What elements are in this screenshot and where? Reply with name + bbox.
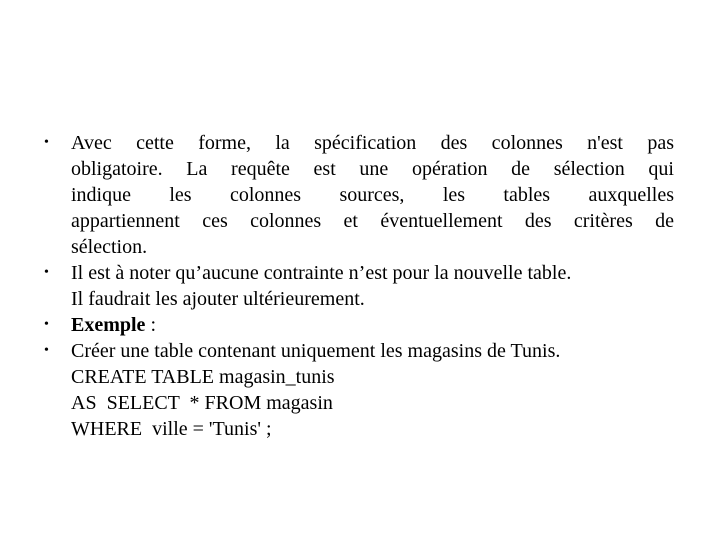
bullet-1-line-1: Avec cette forme, la spécification des colonnes n'est pas — [71, 132, 674, 154]
bullet-mark: • — [44, 317, 49, 332]
sql-line-3: WHERE ville = 'Tunis' ; — [71, 418, 272, 440]
bullet-item-2 — [44, 260, 674, 312]
bullet-mark: • — [44, 343, 49, 358]
bullet-item-3 — [44, 312, 674, 338]
bullet-1-line-2: obligatoire. La requête est une opération de sélection qui — [71, 158, 674, 180]
bullet-4-line-1: Créer une table contenant uniquement les magasins de Tunis. — [71, 340, 561, 362]
example-label: Exemple — [71, 314, 146, 336]
bullet-list — [44, 130, 674, 442]
bullet-2-line-2: Il faudrait les ajouter ultérieurement. — [71, 288, 365, 310]
bullet-1-line-4: appartiennent ces colonnes et éventuellement des critères de — [71, 210, 674, 232]
bullet-3-line — [71, 312, 674, 338]
sql-line-1: CREATE TABLE magasin_tunis — [71, 366, 335, 388]
bullet-item-1 — [44, 130, 674, 260]
bullet-mark: • — [44, 265, 49, 280]
bullet-1-line-5: sélection. — [71, 236, 148, 258]
example-colon: : — [145, 314, 156, 336]
bullet-2-line-1: Il est à noter qu’aucune contrainte n’est pour la nouvelle table. — [71, 262, 572, 284]
bullet-1-line-3: indique les colonnes sources, les tables auxquelles — [71, 184, 674, 206]
bullet-item-4 — [44, 338, 674, 442]
bullet-mark: • — [44, 135, 49, 150]
sql-line-2: AS SELECT * FROM magasin — [71, 392, 333, 414]
